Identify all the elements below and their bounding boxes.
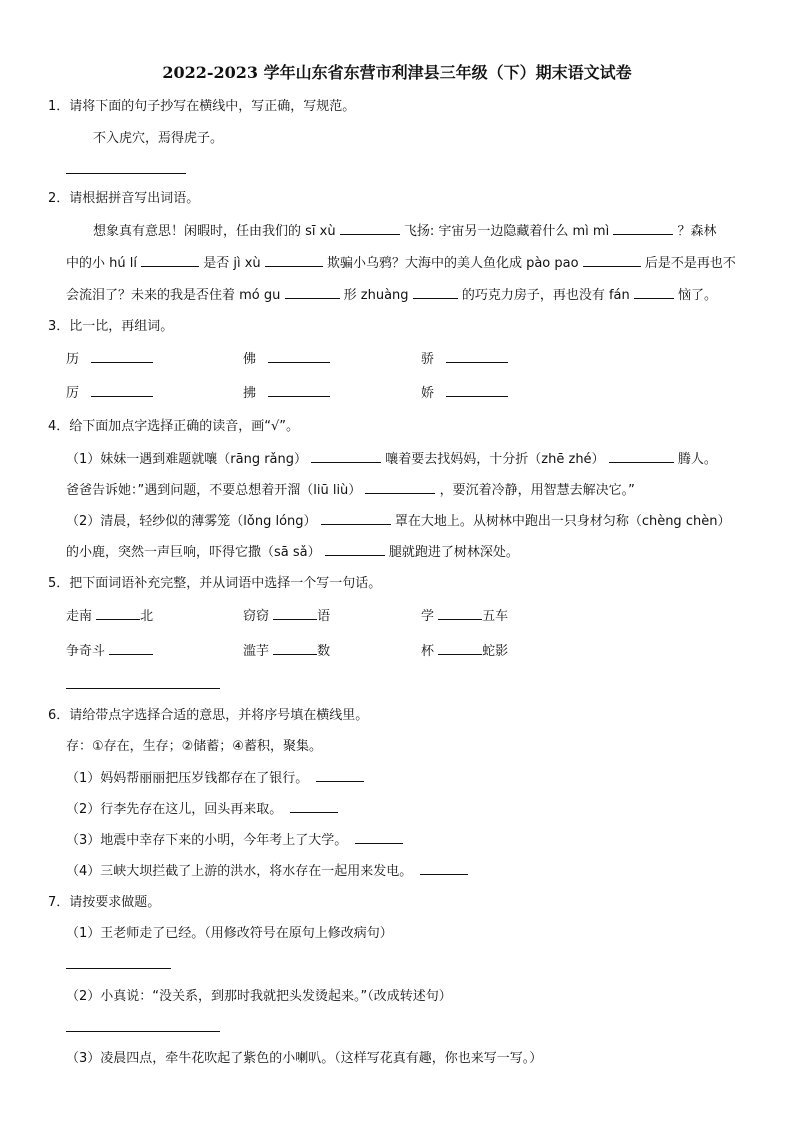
q7-answer-line[interactable] xyxy=(66,968,171,969)
q5-item: 学 五车 xyxy=(421,609,509,624)
q2-text: 恼了。 xyxy=(678,288,718,303)
q6-blank[interactable] xyxy=(316,769,364,782)
q4-stem: 4．给下面加点字选择正确的读音，画“√”。 xyxy=(48,419,300,434)
q4-line-2: 爸爸告诉她：”遇到问题，不要总想着开溜（liū liù） ，要沉着冷静，用智慧去解决它。” xyxy=(66,483,635,498)
q2-text: 中的小 hú lí xyxy=(66,256,137,271)
q2-blank[interactable] xyxy=(613,222,673,235)
q6-meanings: 存：①存在，生存；②储蓄；④蓄积，聚集。 xyxy=(66,739,322,754)
q3-item: 娇 xyxy=(421,384,508,403)
q3-blank[interactable] xyxy=(268,350,330,363)
q2-paragraph-line-1 xyxy=(93,222,717,241)
q2-paragraph-line-2 xyxy=(66,254,736,273)
q2-text: 后是不是再也不 xyxy=(644,256,736,271)
q2-text: 欺骗小乌鸦？大海中的美人鱼化成 pào pao xyxy=(326,256,579,271)
q2-stem: 2．请根据拼音写出词语。 xyxy=(48,191,200,206)
q1-sentence: 不入虎穴，焉得虎子。 xyxy=(93,131,224,146)
q2-text: ？森林 xyxy=(677,224,717,239)
q4-blank[interactable] xyxy=(609,450,674,463)
q3-item: 拂 xyxy=(243,384,330,403)
q3-blank[interactable] xyxy=(268,384,330,397)
q2-text: 飞扬: 宇宙另一边隐藏着什么 mì mì xyxy=(403,224,610,239)
q2-text: 想象真有意思！闲暇时，任由我们的 sī xù xyxy=(93,224,336,239)
q6-item: （1）妈妈帮丽丽把压岁钱都存在了银行。 xyxy=(66,769,364,788)
q4-blank[interactable] xyxy=(321,512,391,525)
q3-blank[interactable] xyxy=(446,350,508,363)
q4-blank[interactable] xyxy=(365,481,435,494)
q6-item: （2）行李先存在这儿，回头再来取。 xyxy=(66,800,338,819)
q6-item: （3）地震中幸存下来的小明，今年考上了大学。 xyxy=(66,831,403,850)
q3-blank[interactable] xyxy=(91,384,153,397)
q3-item: 厉 xyxy=(66,384,153,403)
q4-blank[interactable] xyxy=(325,543,385,556)
q3-blank[interactable] xyxy=(446,384,508,397)
q2-text: 会流泪了？未来的我是否住着 mó gu xyxy=(66,288,281,303)
q5-sentence-line[interactable] xyxy=(66,688,220,689)
q2-blank[interactable] xyxy=(141,254,199,267)
q7-item: （1）王老师走了已经。（用修改符号在原句上修改病句） xyxy=(66,926,393,941)
q7-item: （3）凌晨四点，牵牛花吹起了紫色的小喇叭。（这样写花真有趣，你也来写一写。） xyxy=(66,1051,543,1066)
q4-line-1: （1）妹妹一遇到难题就嚷（rāng rǎng） 嚷着要去找妈妈，十分折（zhē zhé） 腾人。 xyxy=(66,452,717,467)
q6-blank[interactable] xyxy=(355,831,403,844)
q2-blank[interactable] xyxy=(265,254,323,267)
q5-item: 窃窃 语 xyxy=(243,609,331,624)
q2-text: 形 zhuàng xyxy=(343,288,409,303)
q6-blank[interactable] xyxy=(420,862,468,875)
q7-answer-line[interactable] xyxy=(66,1031,220,1032)
q5-item: 滥芋 数 xyxy=(243,644,331,659)
q5-blank[interactable] xyxy=(96,607,140,620)
q1-stem: 1．请将下面的句子抄写在横线中，写正确，写规范。 xyxy=(48,99,356,114)
q4-blank[interactable] xyxy=(311,450,381,463)
q2-blank[interactable] xyxy=(413,286,458,299)
q4-line-4: 的小鹿，突然一声巨响，吓得它撒（sā sǎ） 腿就跑进了树林深处。 xyxy=(66,545,519,560)
q6-blank[interactable] xyxy=(290,800,338,813)
q3-blank[interactable] xyxy=(91,350,153,363)
q3-item: 历 xyxy=(66,350,153,369)
q3-item: 骄 xyxy=(421,350,508,369)
q2-paragraph-line-3 xyxy=(66,286,717,305)
q5-item: 走南 北 xyxy=(66,609,154,624)
q5-item: 争奇斗 xyxy=(66,642,153,661)
q2-text: 是否 jì xù xyxy=(203,256,261,271)
exam-title: 2022-2023 学年山东省东营市利津县三年级（下）期末语文试卷 xyxy=(162,63,632,82)
q2-blank[interactable] xyxy=(583,254,641,267)
q3-stem: 3．比一比，再组词。 xyxy=(48,319,174,334)
q2-text: 的巧克力房子，再也没有 fán xyxy=(461,288,630,303)
q5-stem: 5．把下面词语补充完整，并从词语中选择一个写一句话。 xyxy=(48,576,382,591)
q2-blank[interactable] xyxy=(634,286,674,299)
q5-blank[interactable] xyxy=(438,607,482,620)
q2-blank[interactable] xyxy=(285,286,340,299)
q7-stem: 7．请按要求做题。 xyxy=(48,895,161,910)
q5-blank[interactable] xyxy=(438,642,482,655)
q5-blank[interactable] xyxy=(273,642,317,655)
q5-blank[interactable] xyxy=(273,607,317,620)
q3-item: 佛 xyxy=(243,350,330,369)
q5-blank[interactable] xyxy=(109,642,153,655)
q1-answer-line[interactable] xyxy=(66,173,186,174)
q6-item: （4）三峡大坝拦截了上游的洪水，将水存在一起用来发电。 xyxy=(66,862,468,881)
q4-line-3: （2）清晨，轻纱似的薄雾笼（lǒng lóng） 罩在大地上。从树林中跑出一只身材匀称（chèng chèn） xyxy=(66,514,731,529)
q6-stem: 6．请给带点字选择合适的意思，并将序号填在横线里。 xyxy=(48,708,369,723)
q7-item: （2）小真说：“没关系，到那时我就把头发烫起来。”（改成转述句） xyxy=(66,989,452,1004)
q2-blank[interactable] xyxy=(340,222,400,235)
q5-item: 杯 蛇影 xyxy=(421,644,509,659)
